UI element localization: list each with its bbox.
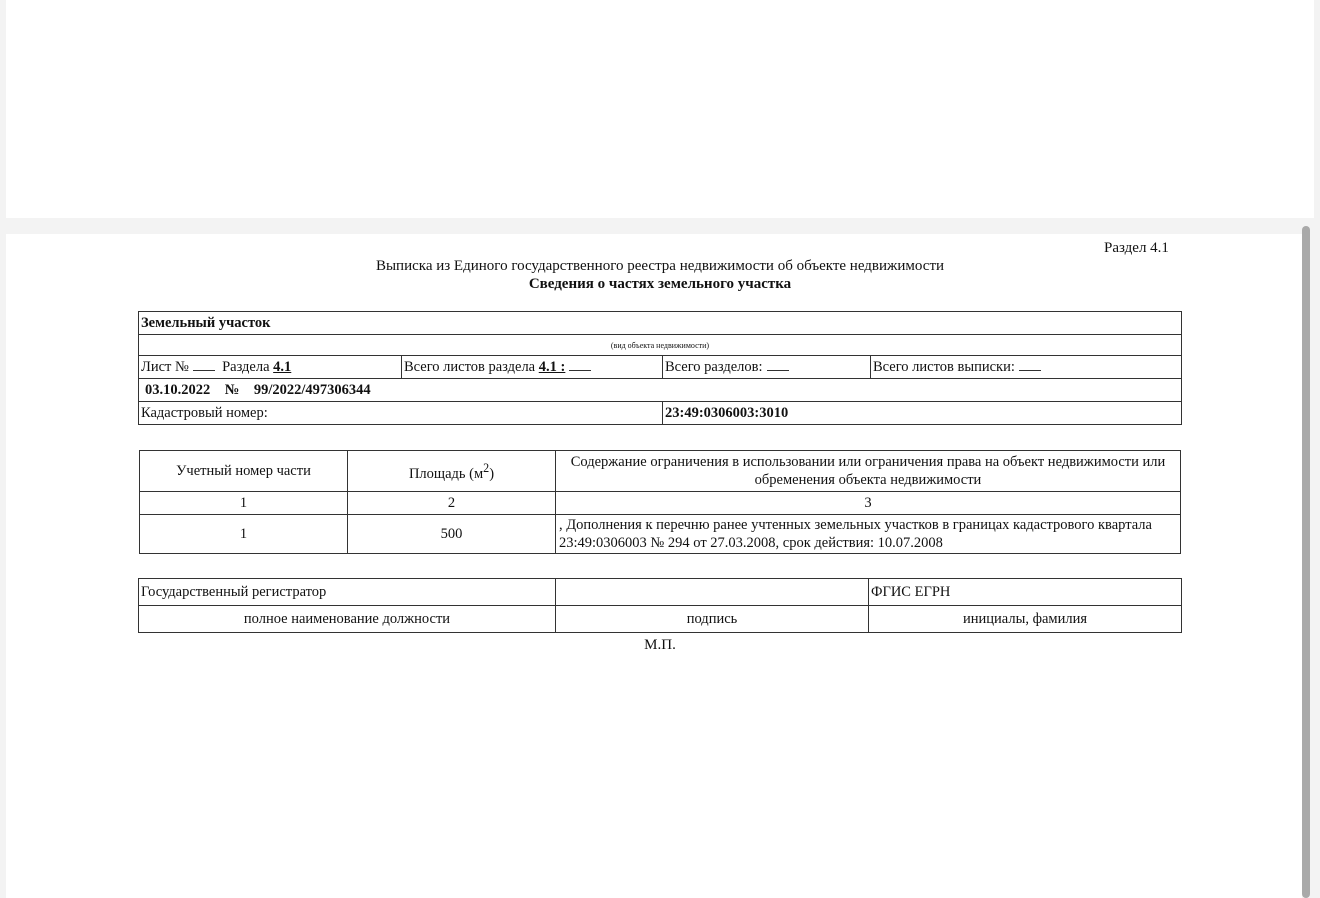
position-caption: полное наименование должности [139, 606, 556, 633]
total-sections-label: Всего разделов: [665, 358, 763, 375]
header-area-superscript: 2 [483, 461, 490, 476]
header-content: Содержание ограничения в использовании или ограничения права на объект недвижимости или обременения объекта недвижимости [556, 451, 1181, 492]
object-type-caption: (вид объекта недвижимости) [139, 335, 1182, 356]
total-extract-sheets-cell [871, 356, 1182, 379]
document-title: Выписка из Единого государственного реестра недвижимости об объекте недвижимости [375, 258, 945, 274]
number-sign: № [224, 381, 240, 398]
name-caption: инициалы, фамилия [869, 606, 1182, 633]
signature-caption: подпись [556, 606, 869, 633]
cadastral-value: 23:49:0306003:3010 [663, 402, 1182, 425]
header-part-number: Учетный номер части [140, 451, 348, 492]
total-sheets-section-blank [569, 360, 591, 371]
extract-number: 99/2022/497306344 [253, 381, 371, 398]
total-sheets-section-cell [402, 356, 663, 379]
table-row [140, 515, 1181, 554]
stamp-label: М.П. [644, 637, 676, 653]
total-extract-sheets-blank [1019, 360, 1041, 371]
sheet-no-label: Лист № [141, 358, 189, 375]
column-number: 2 [348, 492, 556, 515]
date-number-cell [139, 379, 1182, 402]
registrar-name: ФГИС ЕГРН [869, 579, 1182, 606]
total-extract-sheets-label: Всего листов выписки: [873, 358, 1015, 375]
column-number: 1 [140, 492, 348, 515]
document-subtitle: Сведения о частях земельного участка [528, 276, 792, 292]
header-area-close: ) [489, 465, 495, 482]
object-type: Земельный участок [139, 312, 1182, 335]
previous-page [6, 0, 1314, 218]
header-area [348, 451, 556, 492]
total-sheets-section-label: Всего листов раздела [404, 358, 536, 375]
object-info-table [138, 311, 1182, 425]
parts-table [139, 450, 1181, 554]
extract-date: 03.10.2022 [145, 381, 211, 398]
column-number: 3 [556, 492, 1181, 515]
part-content: , Дополнения к перечню ранее учтенных земельных участков в границах кадастрового квартала 23:49:0306003 № 294 от 27.03.2008, срок действия: 10.07.2008 [556, 515, 1181, 554]
section-label: Раздел 4.1 [1104, 240, 1169, 256]
header-area-label: Площадь (м [408, 465, 484, 482]
signature-table [138, 578, 1182, 633]
signature-field [556, 579, 869, 606]
section-value: 4.1 [273, 358, 292, 375]
sheet-no-blank [193, 360, 215, 371]
scrollbar[interactable] [1302, 226, 1310, 898]
sheet-info-cell [139, 356, 402, 379]
cadastral-label: Кадастровый номер: [139, 402, 663, 425]
total-sheets-section-value: 4.1 : [538, 358, 566, 375]
total-sections-blank [767, 360, 789, 371]
part-number: 1 [140, 515, 348, 554]
total-sections-cell [663, 356, 871, 379]
section-word: Раздела [222, 358, 270, 375]
registrar-position: Государственный регистратор [139, 579, 556, 606]
part-area: 500 [348, 515, 556, 554]
